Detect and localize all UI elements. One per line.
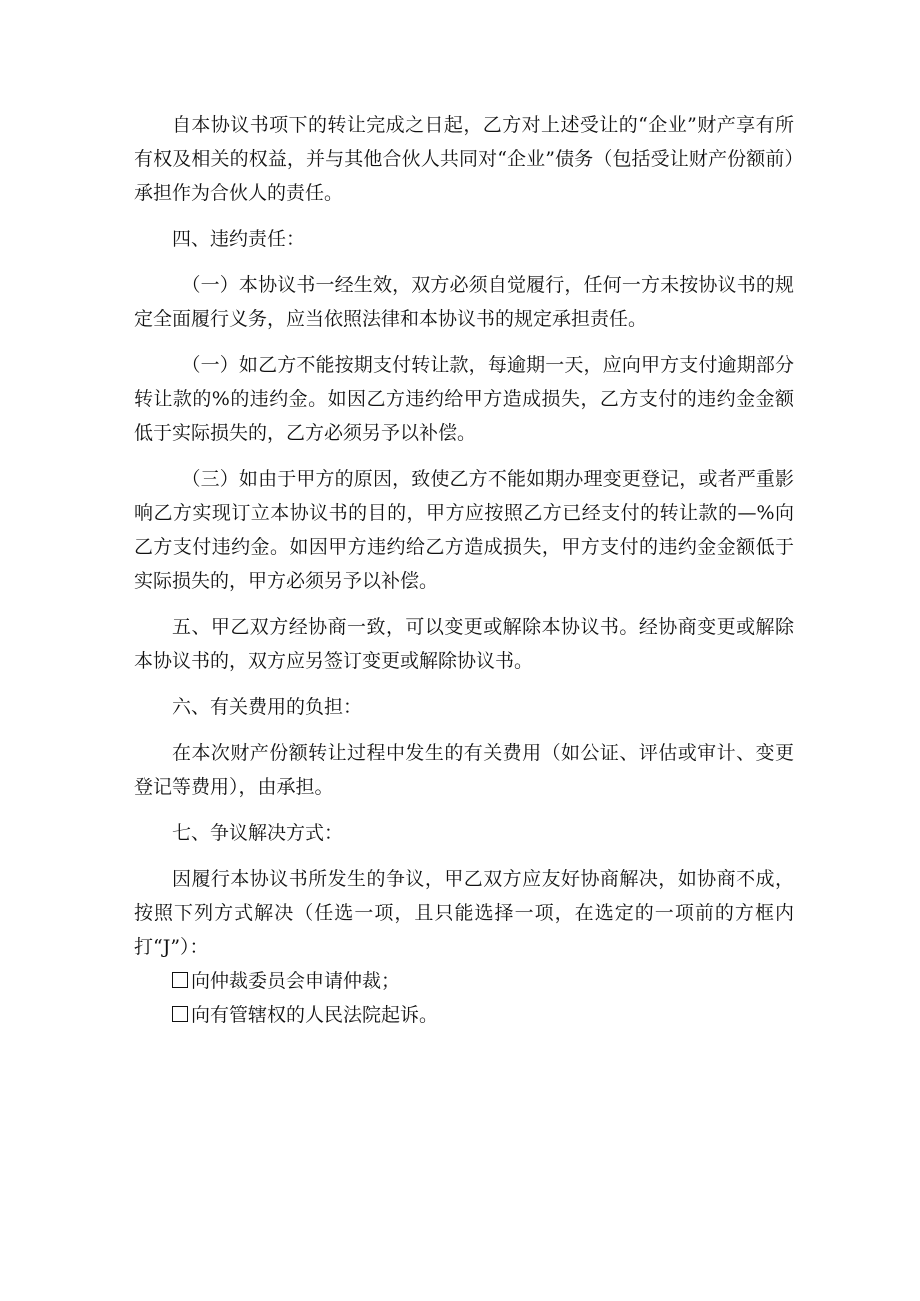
heading-breach-liability: 四、违约责任： xyxy=(172,228,306,250)
paragraph-breach-2: （一）如乙方不能按期支付转让款，每逾期一天，应向甲方支付逾期部分转让款的%的违约金。如因乙方违约给甲方造成损失，乙方支付的违约金金额低于实际损失的，乙方必须另予以补偿。 xyxy=(134,354,794,444)
option-litigation[interactable] xyxy=(134,998,794,1032)
option-litigation-label: 向有管辖权的人民法院起诉。 xyxy=(191,1004,439,1026)
paragraph-dispute: 因履行本协议书所发生的争议，甲乙双方应友好协商解决，如协商不成，按照下列方式解决（任选一项，且只能选择一项，在选定的一项前的方框内打“J”）： xyxy=(134,868,794,958)
paragraph-modification: 五、甲乙双方经协商一致，可以变更或解除本协议书。经协商变更或解除本协议书的，双方应另签订变更或解除协议书。 xyxy=(134,616,794,672)
checkbox-icon[interactable] xyxy=(172,972,188,988)
paragraph-breach-3: （三）如由于甲方的原因，致使乙方不能如期办理变更登记，或者严重影响乙方实现订立本协议书的目的，甲方应按照乙方已经支付的转让款的—%向乙方支付违约金。如因甲方违约给乙方造成损失，甲方支付的违约金金额低于实际损失的，甲方必须另予以补偿。 xyxy=(134,468,794,592)
heading-fees: 六、有关费用的负担： xyxy=(172,696,363,718)
paragraph-fees: 在本次财产份额转让过程中发生的有关费用（如公证、评估或审计、变更登记等费用），由承担。 xyxy=(134,742,794,798)
checkbox-icon[interactable] xyxy=(172,1006,188,1022)
paragraph-breach-1: （一）本协议书一经生效，双方必须自觉履行，任何一方未按协议书的规定全面履行义务，应当依照法律和本协议书的规定承担责任。 xyxy=(134,274,794,330)
paragraph-ownership: 自本协议书项下的转让完成之日起，乙方对上述受让的“企业”财产享有所有权及相关的权益，并与其他合伙人共同对“企业”债务（包括受让财产份额前）承担作为合伙人的责任。 xyxy=(134,114,794,204)
document-body xyxy=(134,108,794,1032)
heading-dispute-resolution: 七、争议解决方式： xyxy=(172,822,344,844)
option-arbitration[interactable] xyxy=(134,964,794,998)
option-arbitration-label: 向仲裁委员会申请仲裁； xyxy=(191,970,401,992)
